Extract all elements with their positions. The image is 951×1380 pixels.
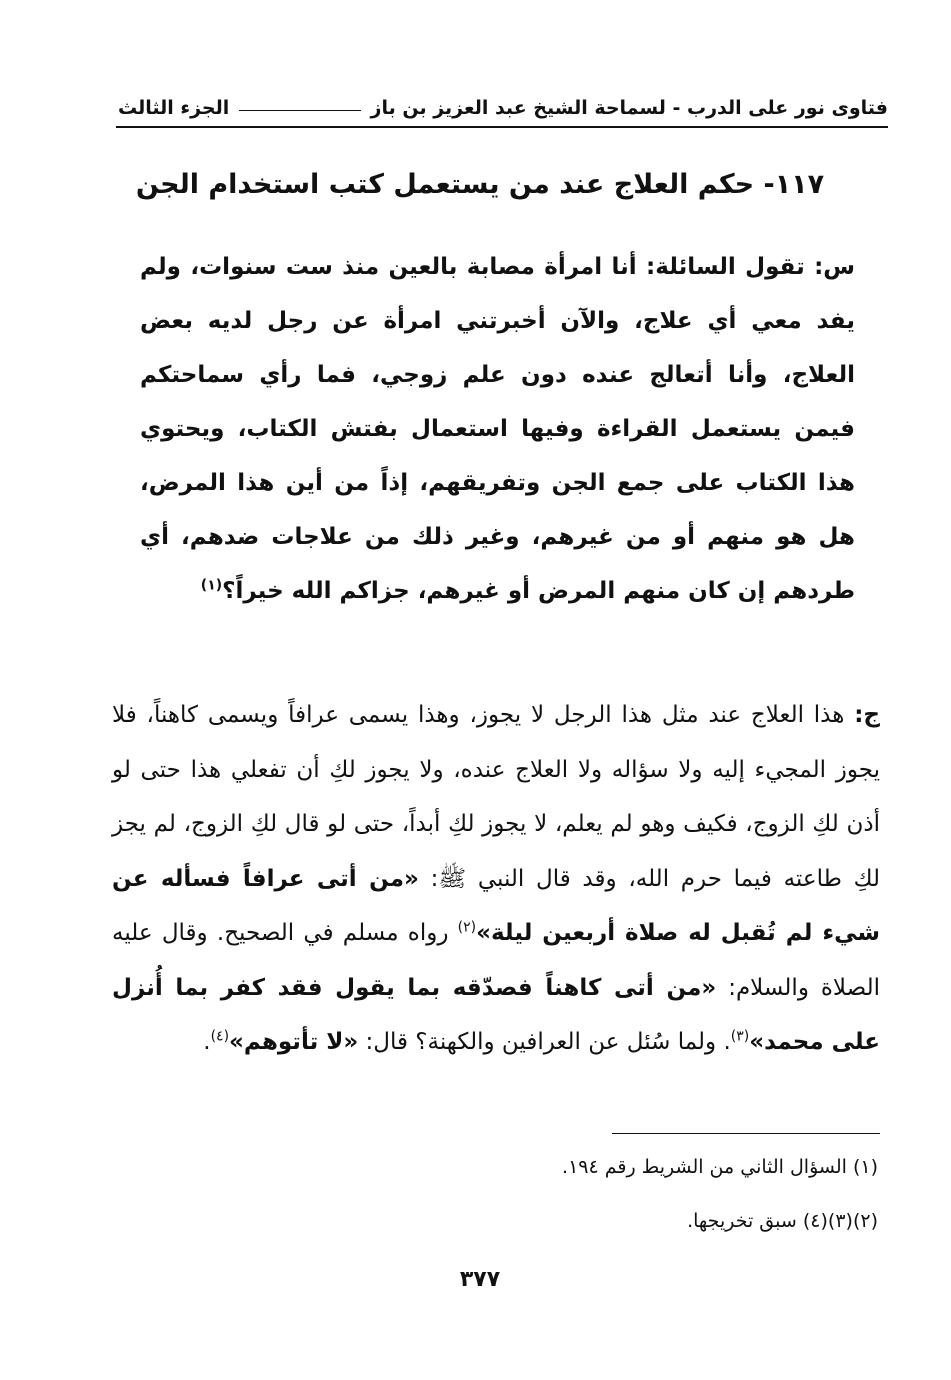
question-paragraph [140,240,855,618]
header-dash-rule [239,110,360,111]
footnotes [300,1140,878,1248]
header-underline [116,126,888,128]
footnote-ref: (٣) [730,1028,750,1045]
chapter-title: ١١٧- حكم العلاج عند من يستعمل كتب استخدام الجن [135,169,825,200]
answer-marker: ج: [854,702,880,728]
answer-text: رواه مسلم في الصحيح. وقال عليه الصلاة والسلام: [112,920,880,1001]
book-title: فتاوى نور على الدرب - لسماحة الشيخ عبد العزيز بن باز [370,97,888,119]
answer-text: . [203,1029,211,1055]
answer-paragraph [112,688,880,1070]
page-number: ٣٧٧ [459,1267,501,1292]
hadith-quote: «من أتى عرافاً فسأله عن شيء لم تُقبل له صلاة أربعين ليلة» [112,865,880,946]
footnote-item: (١) السؤال الثاني من الشريط رقم ١٩٤. [562,1156,878,1178]
footnote-ref: (٤) [210,1028,230,1045]
footnote-ref: (٢) [457,919,477,936]
answer-text: هذا العلاج عند مثل هذا الرجل لا يجوز، وهذا يسمى عرافاً ويسمى كاهناً، فلا يجوز المجيء إليه ولا سؤاله ولا العلاج عنده، ولا يجوز لكِ أن تفعلي هذا حتى لو أذن لكِ الزوج، فكيف وهو لم يعلم، لا يجوز لكِ أبداً، حتى لو قال لكِ الزوج، لم يجز لكِ طاعته فيما حرم الله، وقد قال النبي ﷺ: [112,702,881,892]
hadith-quote: «لا تأتوهم» [229,1029,359,1055]
question-text: تقول السائلة: أنا امرأة مصابة بالعين منذ ست سنوات، ولم يفد معي أي علاج، والآن أخبرتني امرأة عن رجل لديه بعض العلاج، وأنا أتعالج عنده دون علم زوجي، فما رأي سماحتكم فيمن يستعمل القراءة وفيها استعمال بفتش الكتاب، ويحتوي هذا الكتاب على جمع الجن وتفريقهم، إذاً من أين هذا المرض، هل هو منهم أو من غيرهم، وغير ذلك من علاجات ضدهم، أي طردهم إن كان منهم المرض أو غيرهم، جزاكم الله خيراً؟ [140,254,855,604]
footnote-ref: (١) [200,577,223,594]
question-marker: س: [814,254,855,280]
footnote-separator [612,1133,880,1134]
hadith-quote: «من أتى كاهناً فصدّقه بما يقول فقد كفر بما أُنزل على محمد» [112,974,880,1055]
footnote-item: (٢)(٣)(٤) سبق تخريجها. [687,1210,878,1232]
running-header [118,92,888,124]
volume-label: الجزء الثالث [118,97,230,119]
answer-text: . ولما سُئل عن العرافين والكهنة؟ قال: [358,1029,731,1055]
